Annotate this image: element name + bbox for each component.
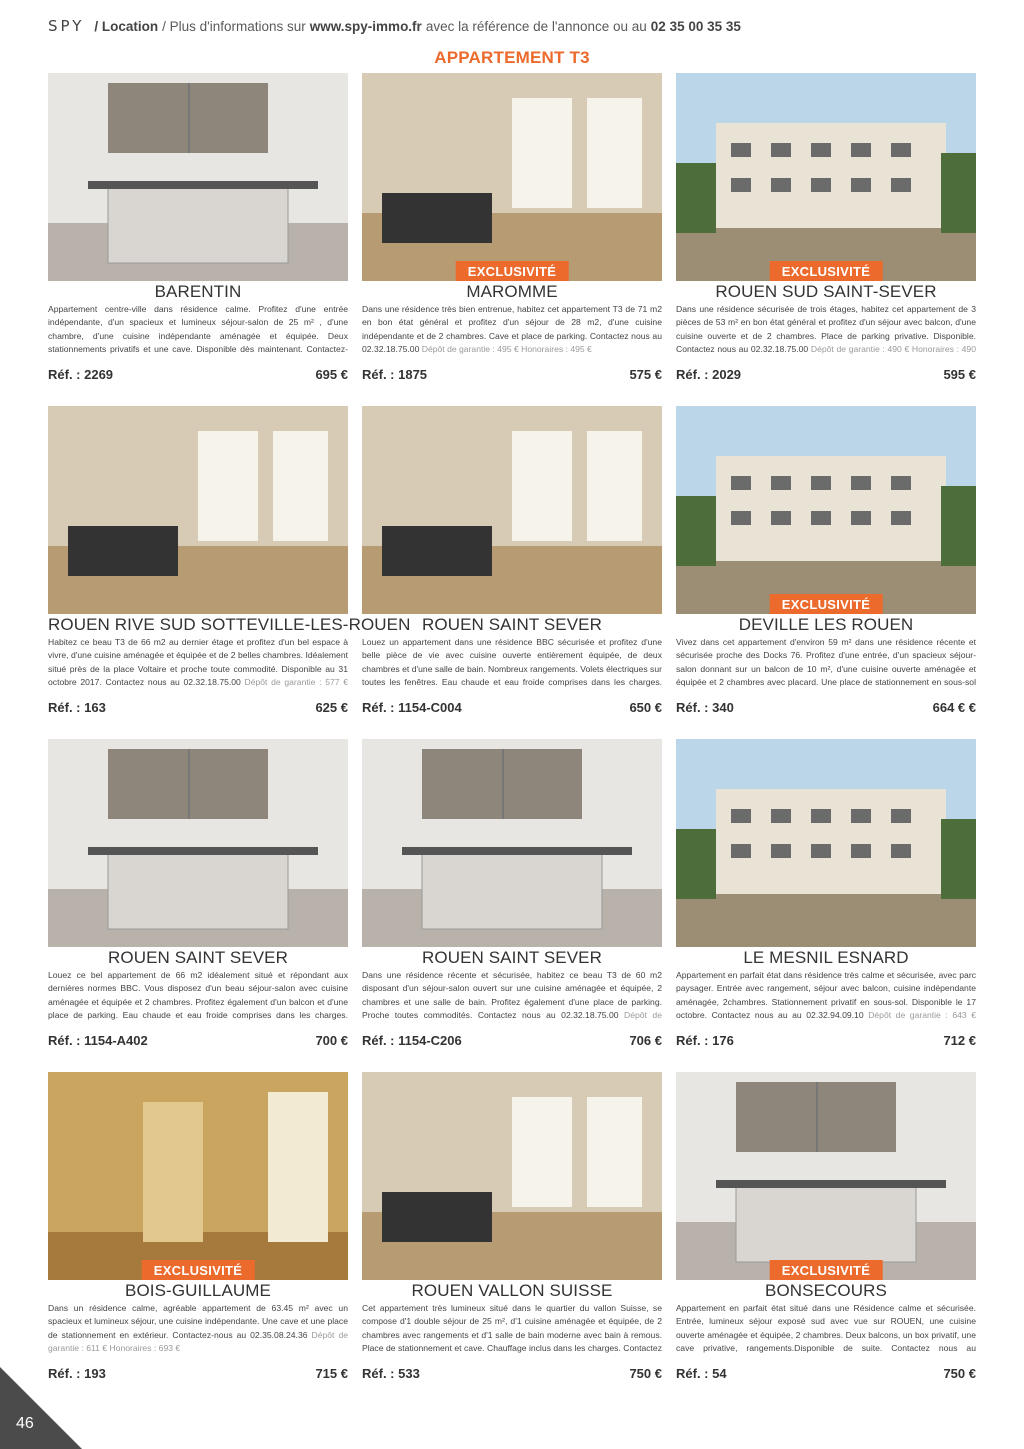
listing-price: 595 € [943, 367, 976, 382]
listing-reference: Réf. : 340 [676, 700, 734, 715]
header-info-middle: avec la référence de l'annonce ou au [425, 18, 647, 34]
listing-photo[interactable] [362, 406, 662, 614]
exclusivity-badge: EXCLUSIVITÉ [770, 261, 883, 281]
listing-footer [676, 1033, 976, 1048]
listing-photo[interactable] [362, 73, 662, 281]
page-corner [0, 1367, 82, 1449]
listing-card[interactable] [362, 73, 662, 382]
listing-card[interactable] [362, 1072, 662, 1381]
header-website[interactable]: www.spy-immo.fr [309, 18, 422, 34]
building-photo [676, 406, 976, 614]
listing-deposit-fees: Dépôt de [624, 1010, 662, 1021]
listing-deposit-fees: Dépôt de garantie : 490 € Honoraires : 490 [810, 344, 976, 355]
listing-deposit-fees: Dépôt de garantie : 611 € Honoraires : 693 € [48, 1329, 348, 1354]
page-header [48, 14, 741, 38]
listing-footer [362, 367, 662, 382]
listing-description-text: Appartement en parfait état situé dans une Résidence calme et sécurisée. Entrée, lumineux séjour exposé sud avec vue sur ROUEN, une cuisine ouverte aménagée et équipée, 2 chambres. Deux balcons, un box privatif, une cave privative, rangements.Disponible de suite. Contactez nous au [676, 1303, 976, 1354]
listing-deposit-fees: Dépôt de garantie : 577 € [244, 677, 348, 688]
listing-city: ROUEN SAINT SEVER [108, 948, 288, 967]
listing-reference: Réf. : 1875 [362, 367, 428, 382]
listing-description-text: Appartement centre-ville dans résidence calme. Profitez d'une entrée indépendante, d'un spacieux et lumineux séjour-salon de 25 m² , d'une chambre, d'une cuisine indépendante aménagée et équipée. Deux stationnements privatifs et une cave. Disponible dès maintenant. Contactez- [48, 304, 348, 355]
listing-card[interactable] [362, 406, 662, 715]
listing-description [48, 303, 348, 357]
listing-price: 715 € [315, 1366, 348, 1381]
listing-deposit-fees: Dépôt de garantie : 495 € Honoraires : 495 € [421, 344, 592, 355]
listing-card[interactable] [362, 739, 662, 1048]
exclusivity-badge: EXCLUSIVITÉ [770, 1260, 883, 1280]
listing-photo[interactable] [676, 406, 976, 614]
listing-price: 750 € [943, 1366, 976, 1381]
listing-reference: Réf. : 1154-C206 [362, 1033, 462, 1048]
listing-footer [676, 700, 976, 715]
listing-city: BOIS-GUILLAUME [125, 1281, 271, 1300]
listing-city: ROUEN RIVE SUD SOTTEVILLE-LES-ROUEN [48, 615, 411, 634]
living-room-photo [362, 1072, 662, 1280]
listing-city: ROUEN SUD SAINT-SEVER [715, 282, 937, 301]
section-title: APPARTEMENT T3 [434, 48, 590, 67]
listing-price: 664 € € [932, 700, 976, 715]
kitchen-photo [676, 1072, 976, 1280]
listing-description-text: Dans une résidence très bien entrenue, habitez cet appartement T3 de 71 m2 en bon état général et profitez d'un séjour de 28 m2, d'une cuisine indépendante et de 2 chambres. Cave et place de parking. Contactez nous au 02.32.18.75.00 [362, 304, 662, 355]
listing-price: 750 € [629, 1366, 662, 1381]
kitchen-photo [48, 739, 348, 947]
listing-card[interactable] [48, 739, 348, 1048]
listing-card[interactable] [676, 739, 976, 1048]
exclusivity-badge: EXCLUSIVITÉ [456, 261, 569, 281]
living-room-photo [362, 406, 662, 614]
listing-description [48, 969, 348, 1023]
listing-footer [48, 700, 348, 715]
listing-price: 700 € [315, 1033, 348, 1048]
listing-description-text: Louez un appartement dans une résidence BBC sécurisée et profitez d'une belle pièce de vie avec cuisine ouverte entièrement équipée, de deux chambres et d'une salle de bain. Nombreux rangements. Volets électriques sur toutes les fenêtres. Eau chaude et eau froide comprises dans les charges. [362, 637, 662, 688]
listing-card[interactable] [48, 73, 348, 382]
listing-reference: Réf. : 2029 [676, 367, 742, 382]
listing-reference: Réf. : 163 [48, 700, 106, 715]
listing-description-text: Dans un résidence calme, agréable appartement de 63.45 m² avec un spacieux et lumineux séjour, une cuisine indépendante. Une cave et une place de stationnement en extérieur. Contactez-nous au 02.35.08.24.36 [48, 1303, 348, 1340]
listing-city: LE MESNIL ESNARD [743, 948, 909, 967]
listing-photo[interactable] [362, 1072, 662, 1280]
listing-reference: Réf. : 533 [362, 1366, 420, 1381]
listing-footer [48, 367, 348, 382]
listing-photo[interactable] [48, 1072, 348, 1280]
listing-description [676, 1302, 976, 1356]
living-room-photo [362, 73, 662, 281]
listing-deposit-fees: Dépôt de garantie : 643 € [868, 1010, 976, 1021]
header-phone[interactable]: 02 35 00 35 35 [650, 18, 741, 34]
listing-city: MAROMME [466, 282, 558, 301]
listing-description-text: Appartement en parfait état dans résidence très calme et sécurisée, avec parc paysager. Entrée avec rangement, séjour avec balcon, cuisine indépendante aménagée, 2chambres. Stationnement privatif en sous-sol. Disponible le 17 octobre. Contactez nous au au 02.32.94.09.10 [676, 970, 976, 1021]
listing-photo[interactable] [676, 1072, 976, 1280]
header-info-prefix: / Plus d'informations sur [162, 18, 306, 34]
exclusivity-badge: EXCLUSIVITÉ [770, 594, 883, 614]
listing-description-text: Vivez dans cet appartement d'environ 59 m² dans une résidence récente et sécurisée proche des Docks 76. Profitez d'une entrée, d'un spacieux séjour-salon donnant sur un balcon de 10 m², d'une cuisine ouverte aménagée et équipée et 2 chambres avec placard. Une place de stationnement en sous-sol [676, 637, 976, 688]
listing-footer [362, 700, 662, 715]
listing-footer [48, 1366, 348, 1381]
listing-card[interactable] [48, 1072, 348, 1381]
listing-description [676, 969, 976, 1023]
listing-footer [676, 1366, 976, 1381]
listing-photo[interactable] [676, 739, 976, 947]
listing-city: ROUEN VALLON SUISSE [411, 1281, 613, 1300]
listing-description [48, 636, 348, 690]
listing-card[interactable] [676, 1072, 976, 1381]
building-photo [676, 73, 976, 281]
listing-description [48, 1302, 348, 1356]
building-photo [676, 739, 976, 947]
listing-description-text: Habitez ce beau T3 de 66 m2 au dernier étage et profitez d'un bel espace à vivre, d'une cuisine aménagée et équipée et de 2 belles chambres. Idéalement situé près de la place Voltaire et proche toute commodité. Disponible au 31 octobre 2017. Contactez nous au 02.32.18.75.00 [48, 637, 348, 688]
listing-price: 706 € [629, 1033, 662, 1048]
listing-card[interactable] [48, 406, 411, 715]
listing-reference: Réf. : 54 [676, 1366, 727, 1381]
listing-card[interactable] [676, 73, 976, 382]
listing-city: DEVILLE LES ROUEN [738, 615, 914, 634]
header-category: / Location [94, 18, 159, 34]
listing-footer [676, 367, 976, 382]
listing-photo[interactable] [48, 406, 348, 614]
room-photo [48, 1072, 348, 1280]
exclusivity-badge: EXCLUSIVITÉ [142, 1260, 255, 1280]
listing-reference: Réf. : 2269 [48, 367, 114, 382]
listing-description [362, 303, 662, 357]
kitchen-photo [362, 739, 662, 947]
listing-description [676, 303, 976, 357]
living-room-photo [48, 406, 348, 614]
page-number: 46 [16, 1415, 34, 1432]
listing-reference: Réf. : 176 [676, 1033, 734, 1048]
listing-price: 650 € [629, 700, 662, 715]
listing-description-text: Dans une résidence sécurisée de trois étages, habitez cet appartement de 3 pièces de 53 m² en bon état général et profitez d'un séjour avec balcon, d'une cuisine ouverte et de 2 chambres. Place de parking privative. Disponible. Contactez nous au 02.32.18.75.00 [676, 304, 976, 355]
listing-description [362, 969, 662, 1023]
listing-description-text: Louez ce bel appartement de 66 m2 idéalement situé et répondant aux dernières normes BBC. Vous disposez d'un beau séjour-salon avec cuisine aménagée et équipée et 2 chambres. Profitez également d'un balcon et d'une place de parking. Eau chaude et eau froide comprises dans les charges. [48, 970, 348, 1021]
listing-photo[interactable] [48, 73, 348, 281]
listing-photo[interactable] [676, 73, 976, 281]
kitchen-photo [48, 73, 348, 281]
listing-city: ROUEN SAINT SEVER [422, 948, 602, 967]
listing-footer [362, 1033, 662, 1048]
listing-price: 575 € [629, 367, 662, 382]
listing-reference: Réf. : 1154-A402 [48, 1033, 148, 1048]
listing-description-text: Cet appartement très lumineux situé dans le quartier du vallon Suisse, se compose d'1 double séjour de 25 m², d'1 cuisine aménagée et équipée, de 2 chambres avec rangements et d'1 salle de bain moderne avec bain à remous. Place de stationnement et cave. Chauffage inclus dans les charges. Contactez [362, 1303, 662, 1354]
listing-reference: Réf. : 193 [48, 1366, 106, 1381]
listing-description [362, 636, 662, 690]
listing-photo[interactable] [48, 739, 348, 947]
listing-photo[interactable] [362, 739, 662, 947]
listing-description [676, 636, 976, 690]
listing-card[interactable] [676, 406, 976, 715]
spy-logo: SPY [48, 17, 85, 35]
listing-city: BARENTIN [154, 282, 242, 301]
listing-price: 712 € [943, 1033, 976, 1048]
listing-footer [362, 1366, 662, 1381]
listing-price: 695 € [315, 367, 348, 382]
listing-price: 625 € [315, 700, 348, 715]
listing-reference: Réf. : 1154-C004 [362, 700, 462, 715]
listing-city: BONSECOURS [765, 1281, 887, 1300]
listing-footer [48, 1033, 348, 1048]
listing-description [362, 1302, 662, 1356]
listing-city: ROUEN SAINT SEVER [422, 615, 602, 634]
listing-description-text: Dans une résidence récente et sécurisée, habitez ce beau T3 de 60 m2 disposant d'un séjour-salon ouvert sur une cuisine aménagée et équipée, 2 chambres et une salle de bain. Profitez également d'une place de parking. Proche toutes commodités. Contactez nous au 02.32.18.75.00 [362, 970, 662, 1021]
